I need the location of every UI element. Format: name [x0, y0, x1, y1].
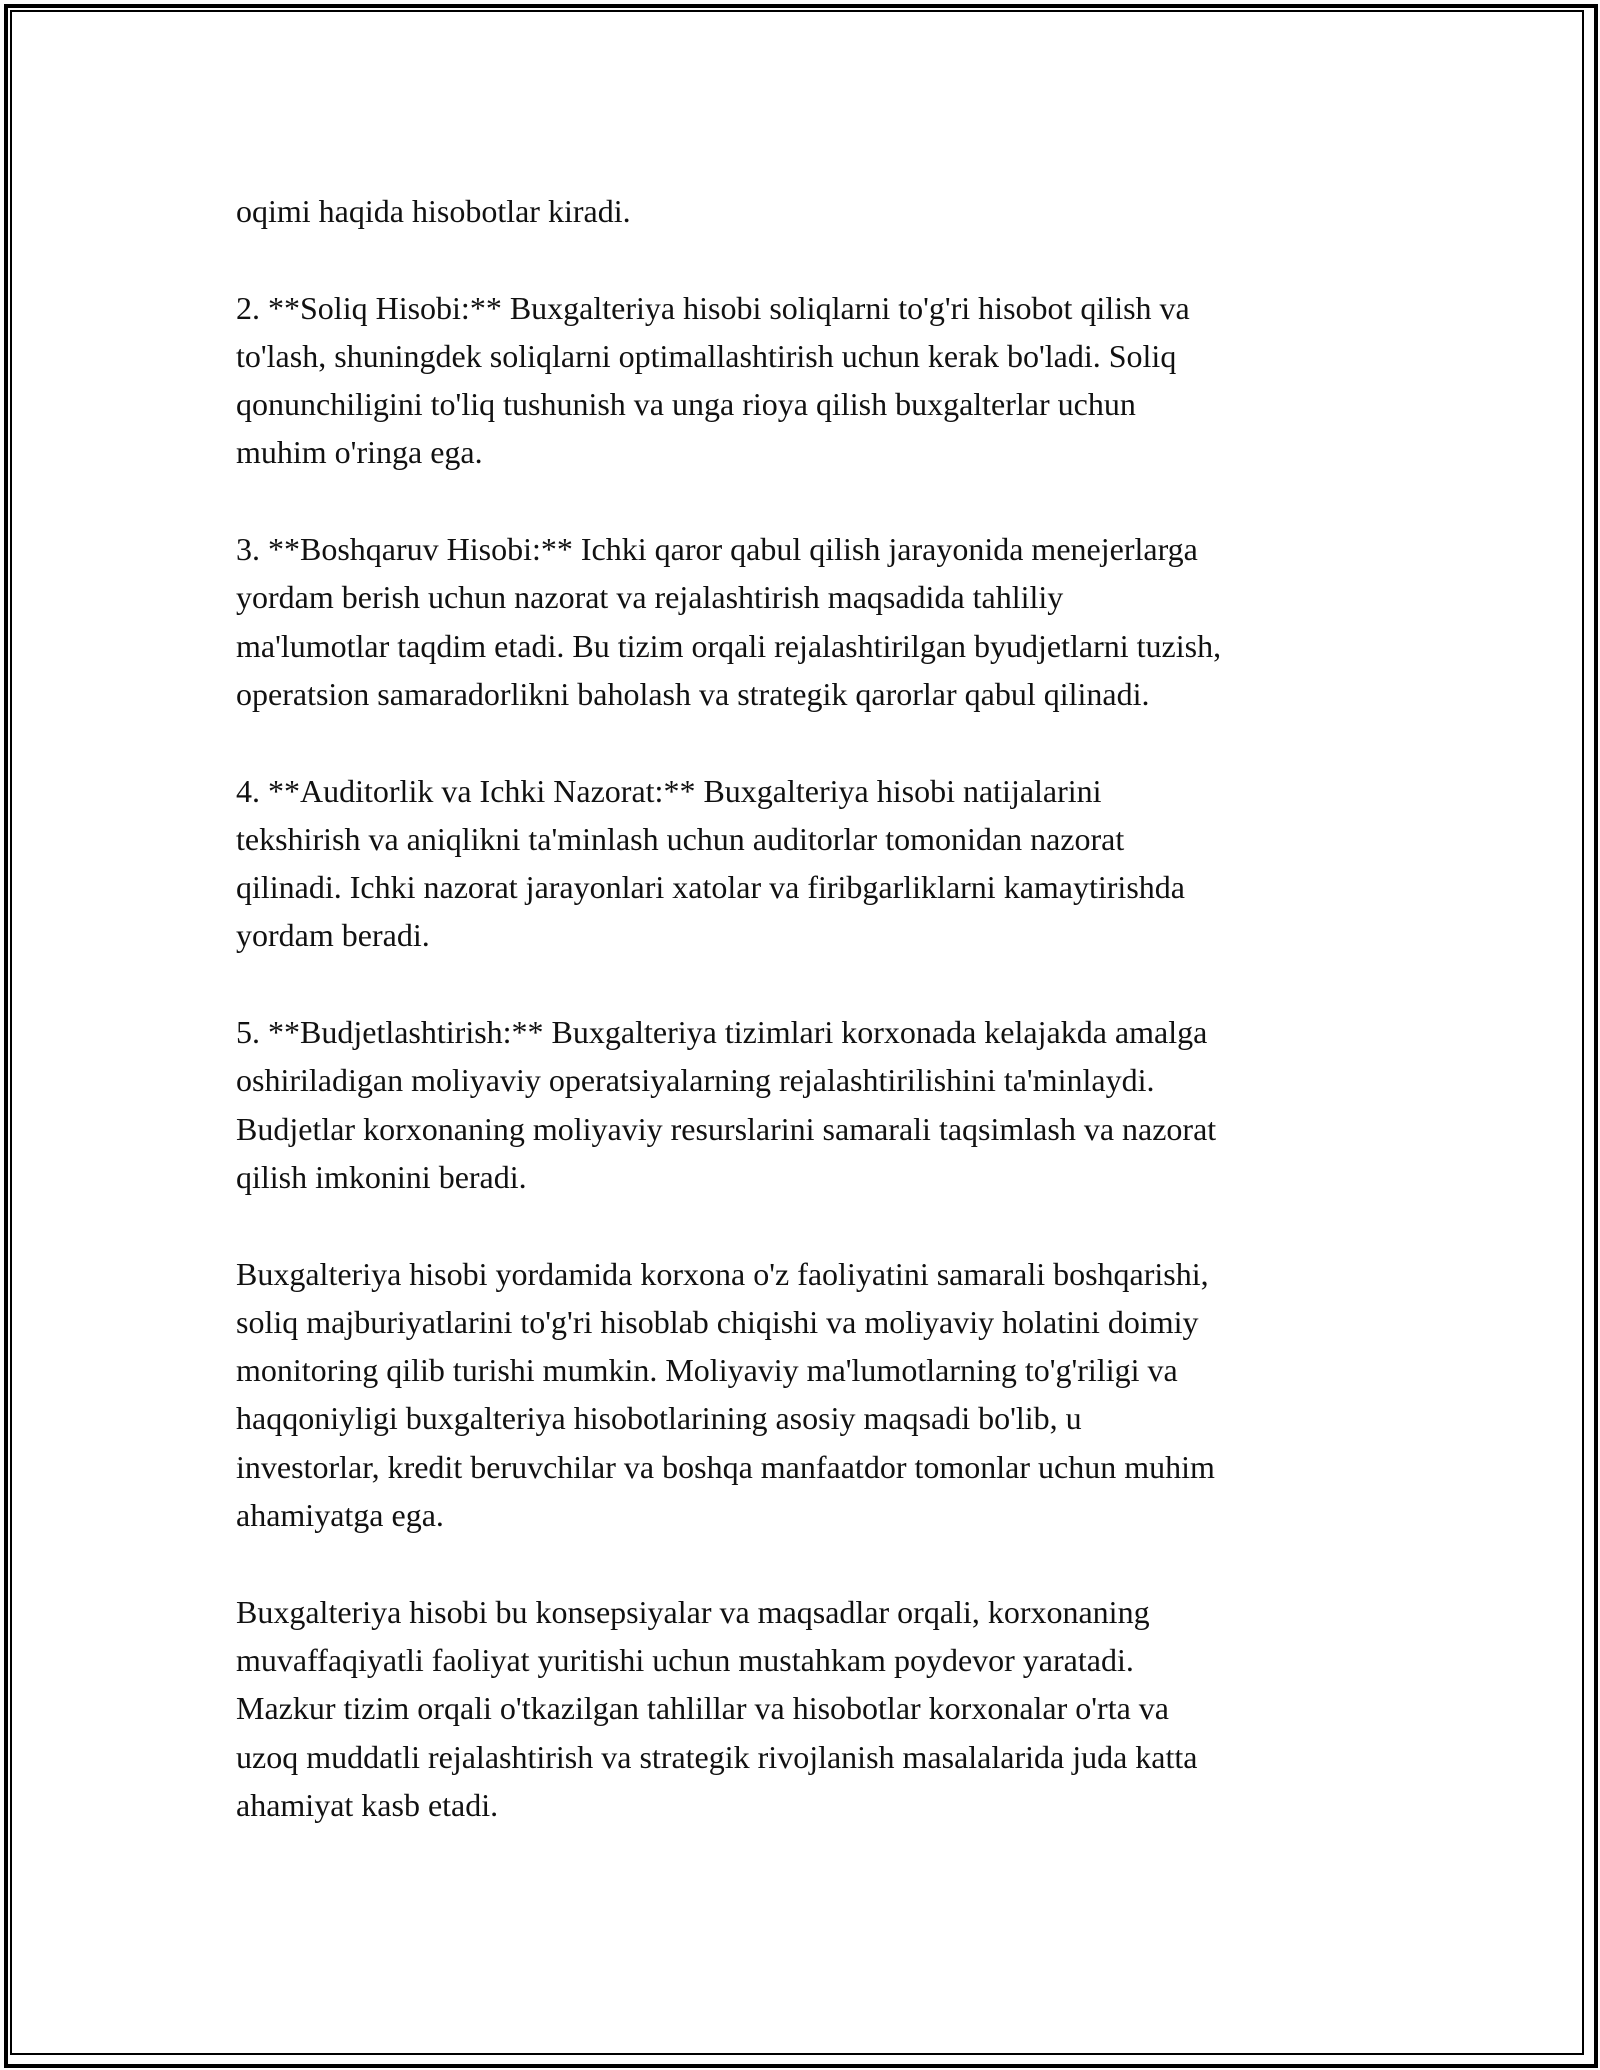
paragraph-cash-flow-end — [236, 187, 1396, 235]
text-line: investorlar, kredit beruvchilar va boshqa manfaatdor tomonlar uchun muhim — [236, 1448, 1215, 1485]
paragraph-conclusion — [236, 1588, 1396, 1829]
text-line: 4. **Auditorlik va Ichki Nazorat:** Buxgalteriya hisobi natijalarini — [236, 772, 1102, 809]
text-line: ma'lumotlar taqdim etadi. Bu tizim orqali rejalashtirilgan byudjetlarni tuzish, — [236, 627, 1222, 664]
text-line: monitoring qilib turishi mumkin. Moliyaviy ma'lumotlarning to'g'riligi va — [236, 1352, 1178, 1389]
text-line: Mazkur tizim orqali o'tkazilgan tahlillar va hisobotlar korxonalar o'rta va — [236, 1690, 1169, 1727]
text-line: muhim o'ringa ega. — [236, 434, 483, 471]
paragraph-audit-internal-control — [236, 767, 1396, 960]
text-line: yordam berish uchun nazorat va rejalashtirish maqsadida tahliliy — [236, 579, 1064, 616]
text-line: 2. **Soliq Hisobi:** Buxgalteriya hisobi soliqlarni to'g'ri hisobot qilish va — [236, 289, 1190, 326]
paragraph-tax-accounting — [236, 284, 1396, 477]
text-line: ahamiyatga ega. — [236, 1497, 444, 1534]
text-line: muvaffaqiyatli faoliyat yuritishi uchun mustahkam poydevor yaratadi. — [236, 1641, 1134, 1678]
text-line: tekshirish va aniqlikni ta'minlash uchun auditorlar tomonidan nazorat — [236, 820, 1125, 857]
text-line: operatsion samaradorlikni baholash va strategik qarorlar qabul qilinadi. — [236, 675, 1150, 712]
text-line: soliq majburiyatlarini to'g'ri hisoblab chiqishi va moliyaviy holatini doimiy — [236, 1303, 1199, 1340]
text-line: Buxgalteriya hisobi bu konsepsiyalar va maqsadlar orqali, korxonaning — [236, 1593, 1150, 1630]
text-line: qonunchiligini to'liq tushunish va unga rioya qilish buxgalterlar uchun — [236, 386, 1136, 423]
document-body — [236, 187, 1396, 1877]
text-line: 3. **Boshqaruv Hisobi:** Ichki qaror qabul qilish jarayonida menejerlarga — [236, 531, 1198, 568]
text-line: to'lash, shuningdek soliqlarni optimallashtirish uchun kerak bo'ladi. Soliq — [236, 337, 1177, 374]
paragraph-budgeting — [236, 1008, 1396, 1201]
text-line: Buxgalteriya hisobi yordamida korxona o'z faoliyatini samarali boshqarishi, — [236, 1255, 1209, 1292]
text-line: oqimi haqida hisobotlar kiradi. — [236, 193, 631, 229]
text-line: 5. **Budjetlashtirish:** Buxgalteriya tizimlari korxonada kelajakda amalga — [236, 1014, 1208, 1051]
paragraph-summary-benefits — [236, 1250, 1396, 1540]
text-line: oshiriladigan moliyaviy operatsiyalarning rejalashtirilishini ta'minlaydi. — [236, 1062, 1155, 1099]
paragraph-management-accounting — [236, 525, 1396, 718]
text-line: uzoq muddatli rejalashtirish va strategik rivojlanish masalalarida juda katta — [236, 1738, 1198, 1775]
text-line: Budjetlar korxonaning moliyaviy resurslarini samarali taqsimlash va nazorat — [236, 1110, 1217, 1147]
text-line: qilinadi. Ichki nazorat jarayonlari xatolar va firibgarliklarni kamaytirishda — [236, 869, 1185, 906]
text-line: ahamiyat kasb etadi. — [236, 1786, 499, 1823]
text-line: haqqoniyligi buxgalteriya hisobotlarining asosiy maqsadi bo'lib, u — [236, 1400, 1082, 1437]
text-line: yordam beradi. — [236, 917, 430, 954]
text-line: qilish imkonini beradi. — [236, 1158, 527, 1195]
